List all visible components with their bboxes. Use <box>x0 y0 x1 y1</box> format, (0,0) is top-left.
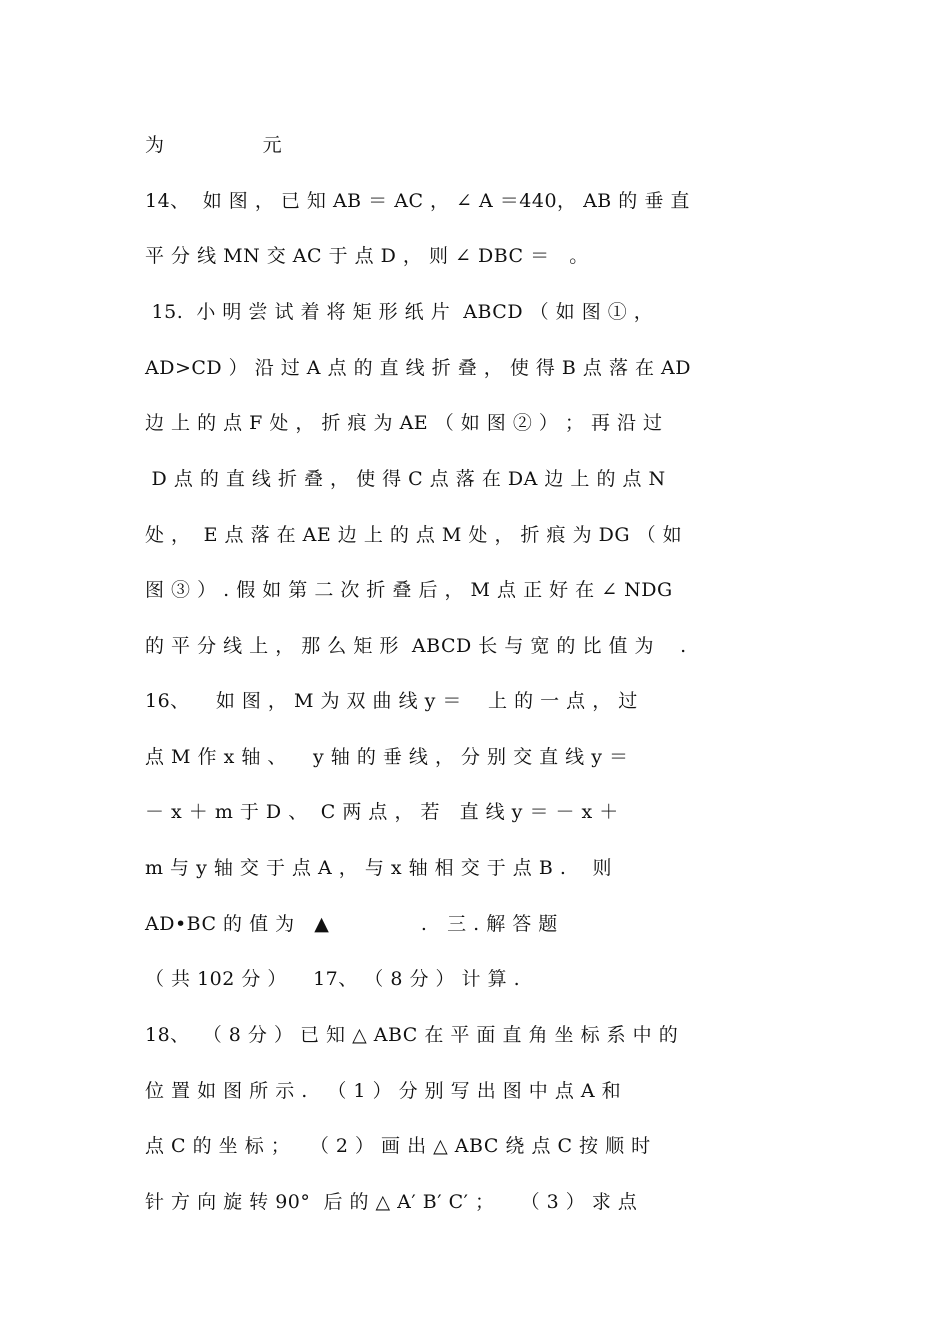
text-line: 16、 如 图 ， M 为 双 曲 线 y ＝ 上 的 一 点 ， 过 <box>145 690 638 712</box>
text-line: 位 置 如 图 所 示 . （ 1 ） 分 别 写 出 图 中 点 A 和 <box>145 1080 622 1102</box>
text-line: （ 共 102 分 ） 17、 （ 8 分 ） 计 算 . <box>145 968 521 990</box>
text-line: 针 方 向 旋 转 90° 后 的 △ A′ B′ C′ ； （ 3 ） 求 点 <box>145 1191 638 1213</box>
text-line: 15. 小 明 尝 试 着 将 矩 形 纸 片 ABCD （ 如 图 ① ， <box>145 301 654 323</box>
text-line: 图 ③ ） . 假 如 第 二 次 折 叠 后 ， M 点 正 好 在 ∠ NDG <box>145 579 673 601</box>
text-line: 点 C 的 坐 标 ； （ 2 ） 画 出 △ ABC 绕 点 C 按 顺 时 <box>145 1135 651 1157</box>
text-line: 的 平 分 线 上 ， 那 么 矩 形 ABCD 长 与 宽 的 比 值 为 . <box>145 635 687 657</box>
text-line: AD•BC 的 值 为 ▲ . 三 . 解 答 题 <box>145 913 558 935</box>
text-line: m 与 y 轴 交 于 点 A ， 与 x 轴 相 交 于 点 B . 则 <box>145 857 613 879</box>
text-line: 为 元 <box>145 134 283 156</box>
text-line: 14、 如 图 ， 已 知 AB ＝ AC ， ∠ A ＝440， AB 的 垂 直 <box>145 190 690 212</box>
text-line: AD>CD ） 沿 过 A 点 的 直 线 折 叠 ， 使 得 B 点 落 在 AD <box>145 357 691 379</box>
text-line: D 点 的 直 线 折 叠 ， 使 得 C 点 落 在 DA 边 上 的 点 N <box>145 468 666 490</box>
text-line: － x ＋ m 于 D 、 C 两 点 ， 若 直 线 y ＝ － x ＋ <box>145 801 619 823</box>
text-line: 处 ， E 点 落 在 AE 边 上 的 点 M 处 ， 折 痕 为 DG （ 如 <box>145 524 683 546</box>
text-line: 平 分 线 MN 交 AC 于 点 D ， 则 ∠ DBC ＝ 。 <box>145 245 589 267</box>
text-line: 边 上 的 点 F 处 ， 折 痕 为 AE （ 如 图 ② ） ； 再 沿 过 <box>145 412 663 434</box>
text-line: 18、 （ 8 分 ） 已 知 △ ABC 在 平 面 直 角 坐 标 系 中 的 <box>145 1024 679 1046</box>
text-line: 点 M 作 x 轴 、 y 轴 的 垂 线 ， 分 别 交 直 线 y ＝ <box>145 746 629 768</box>
